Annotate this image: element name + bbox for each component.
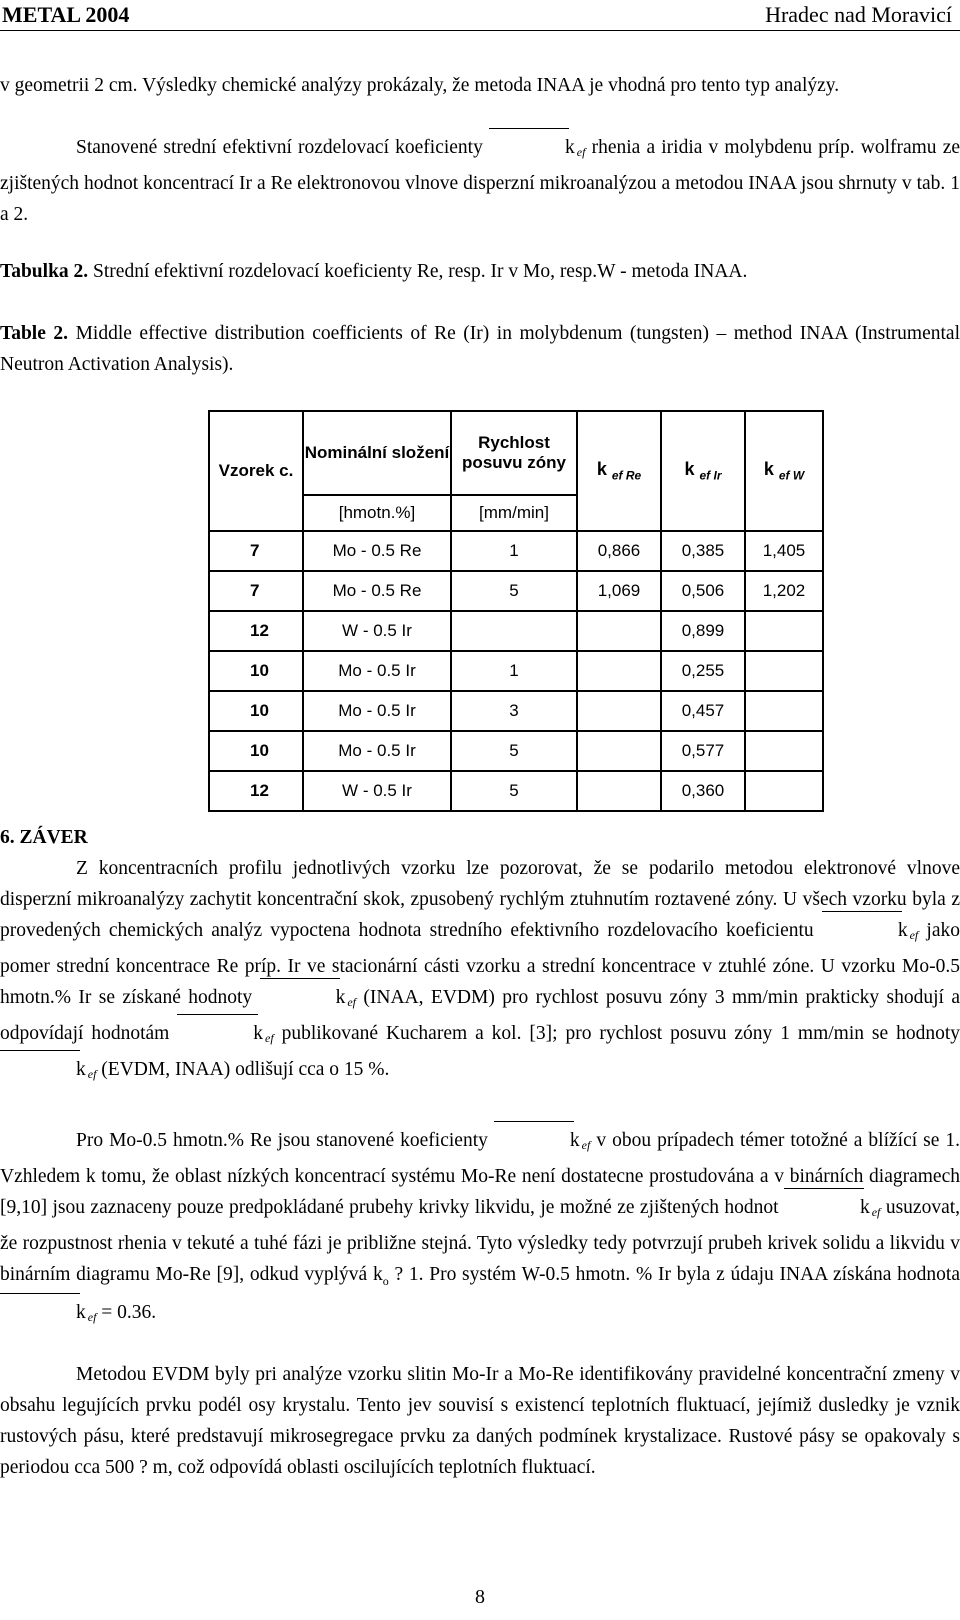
cell-composition: Mo - 0.5 Ir [303, 691, 451, 731]
paragraph-conclusion-2: Pro Mo-0.5 hmotn.% Re jsou stanovené koeficienty k $_{ef}$ v obou prípadech témer totožné a blížící se 1. Vzhledem k tomu, že oblast nízkých koncentrací systému Mo-Re není dostatecne prostudována a v binárních diagramech [9,10] jsou zaznaceny pouze predpokládané prubehy krivky likvidu, je možné ze zjištených hodnot k $_{ef}$ usuzovat, že rozpustnost rhenia v tekuté a tuhé fázi je približne stejná. Tyto výsledky tedy potvrzují prubeh krivek solidu a likvidu v binárním diagramu Mo-Re [9], odkud vyplývá $k_o$ ? 1. Pro systém W-0.5 hmotn. % Ir byla z údaju INAA získána hodnota k $_{ef}$ = 0.36. [0, 1125, 960, 1333]
paragraph-conclusion-3: Metodou EVDM byly pri analýze vzorku slitin Mo-Ir a Mo-Re identifikovány pravidelné koncentrační zmeny v obsahu legujících prvku podél osy krystalu. Tento jev souvisí s existencí teplotních fluktuací, jejímiž dusledky je vznik rustových pásu, které predstavují mikrosegregace prvku za daných podmínek krystalizace. Rustové pásy se opakovaly s periodou cca 500 ? m, což odpovídá oblasti oscilujících teplotních fluktuací. [0, 1364, 960, 1478]
cell-speed [451, 611, 577, 651]
page-header [0, 0, 960, 31]
cell-speed: 5 [451, 571, 577, 611]
kef-symbol: k $_{ef}$ [177, 1018, 273, 1054]
cell-k-re [577, 771, 661, 811]
cell-sample: 7 [209, 571, 303, 611]
cell-speed: 5 [451, 771, 577, 811]
cell-k-w: 1,405 [745, 531, 823, 571]
header-sample: Vzorek c. [209, 411, 303, 531]
cell-speed: 3 [451, 691, 577, 731]
cell-speed: 1 [451, 651, 577, 691]
cell-speed: 1 [451, 531, 577, 571]
table-row [209, 651, 823, 691]
cell-k-re: 1,069 [577, 571, 661, 611]
paragraph-conclusion-1: Z koncentracních profilu jednotlivých vzorku lze pozorovat, že se podarilo metodou elektronové vlnove disperzní mikroanalýzy zachytit koncentrační skok, zpusobený rychlým ztuhnutím roztavené zóny. U všech vzorku byla z provedených chemických analýz vypoctena hodnota stredního efektivního rozdelovacího koeficientu k $_{ef}$ jako pomer strední koncentrace Re príp. Ir ve stacionární cásti vzorku a strední koncentrace v ztuhlé zóne. U vzorku Mo-0.5 hmotn.% Ir se získané hodnoty k $_{ef}$ (INAA, EVDM) pro rychlost posuvu zóny 3 mm/min prakticky shodují a odpovídají hodnotám k $_{ef}$ publikované Kucharem a kol. [3]; pro rychlost posuvu zóny 1 mm/min se hodnoty k $_{ef}$ (EVDM, INAA) odlišují cca o 15 %. [0, 853, 960, 1090]
cell-k-ir: 0,457 [661, 691, 745, 731]
cell-k-w [745, 611, 823, 651]
table-row [209, 611, 823, 651]
kef-symbol: k $_{ef}$ [822, 915, 918, 951]
kef-symbol: k $_{ef}$ [494, 1125, 590, 1161]
unit-speed: [mm/min] [451, 495, 577, 531]
cell-k-re [577, 651, 661, 691]
paragraph-coefficients: Stanovené strední efektivní rozdelovací koeficienty k $_{ef}$ rhenia a iridia v molybdenu príp. wolframu ze zjištených hodnot koncentrací Ir a Re elektronovou vlnove disperzní mikroanalýzou a metodou INAA jsou shrnuty v tab. 1 a 2. [0, 132, 960, 230]
cell-k-w [745, 771, 823, 811]
cell-k-w: 1,202 [745, 571, 823, 611]
cell-sample: 10 [209, 651, 303, 691]
kef-symbol: k $_{ef}$ [489, 132, 585, 168]
cell-composition: W - 0.5 Ir [303, 611, 451, 651]
table-caption-en: Table 2. Middle effective distribution coefficients of Re (Ir) in molybdenum (tungsten) – method INAA (Instrumental Neutron Activation Analysis). [0, 323, 960, 375]
kef-symbol: k $_{ef}$ [0, 1297, 96, 1333]
cell-k-ir: 0,899 [661, 611, 745, 651]
cell-k-ir: 0,255 [661, 651, 745, 691]
table-row [209, 691, 823, 731]
kef-symbol: k $_{ef}$ [0, 1054, 96, 1090]
paragraph-intro: v geometrii 2 cm. Výsledky chemické analýzy prokázaly, že metoda INAA je vhodná pro tento typ analýzy. [0, 75, 840, 96]
cell-sample: 10 [209, 691, 303, 731]
cell-k-re [577, 611, 661, 651]
table-row [209, 731, 823, 771]
cell-k-re [577, 731, 661, 771]
table-row [209, 531, 823, 571]
cell-composition: Mo - 0.5 Ir [303, 731, 451, 771]
cell-sample: 12 [209, 611, 303, 651]
cell-k-w [745, 651, 823, 691]
table-header-row [209, 411, 823, 495]
cell-speed: 5 [451, 731, 577, 771]
header-k-ir: k $_{ef Ir}$ [661, 411, 745, 531]
unit-nominal: [hmotn.%] [303, 495, 451, 531]
cell-composition: W - 0.5 Ir [303, 771, 451, 811]
header-k-re: k $_{ef Re}$ [577, 411, 661, 531]
header-conference: METAL 2004 [2, 2, 130, 27]
page-number: 8 [475, 1586, 485, 1608]
cell-composition: Mo - 0.5 Ir [303, 651, 451, 691]
table-caption-cz: Tabulka 2. Strední efektivní rozdelovací koeficienty Re, resp. Ir v Mo, resp.W - metoda INAA. [0, 261, 748, 282]
cell-k-ir: 0,577 [661, 731, 745, 771]
table-row [209, 571, 823, 611]
header-k-w: k $_{ef W}$ [745, 411, 823, 531]
header-nominal: Nominální složení [303, 411, 451, 495]
kef-symbol: k $_{ef}$ [260, 982, 356, 1018]
cell-sample: 7 [209, 531, 303, 571]
kef-symbol: k $_{ef}$ [784, 1192, 880, 1228]
header-speed: Rychlost posuvu zóny [451, 411, 577, 495]
cell-composition: Mo - 0.5 Re [303, 571, 451, 611]
coefficients-table [208, 410, 824, 812]
cell-composition: Mo - 0.5 Re [303, 531, 451, 571]
cell-k-w [745, 731, 823, 771]
cell-k-re [577, 691, 661, 731]
header-location: Hradec nad Moravicí [765, 2, 952, 27]
cell-sample: 12 [209, 771, 303, 811]
cell-k-re: 0,866 [577, 531, 661, 571]
cell-k-ir: 0,506 [661, 571, 745, 611]
cell-k-ir: 0,385 [661, 531, 745, 571]
cell-k-ir: 0,360 [661, 771, 745, 811]
cell-k-w [745, 691, 823, 731]
table-row [209, 771, 823, 811]
section-title: 6. ZÁVER [0, 827, 88, 848]
cell-sample: 10 [209, 731, 303, 771]
